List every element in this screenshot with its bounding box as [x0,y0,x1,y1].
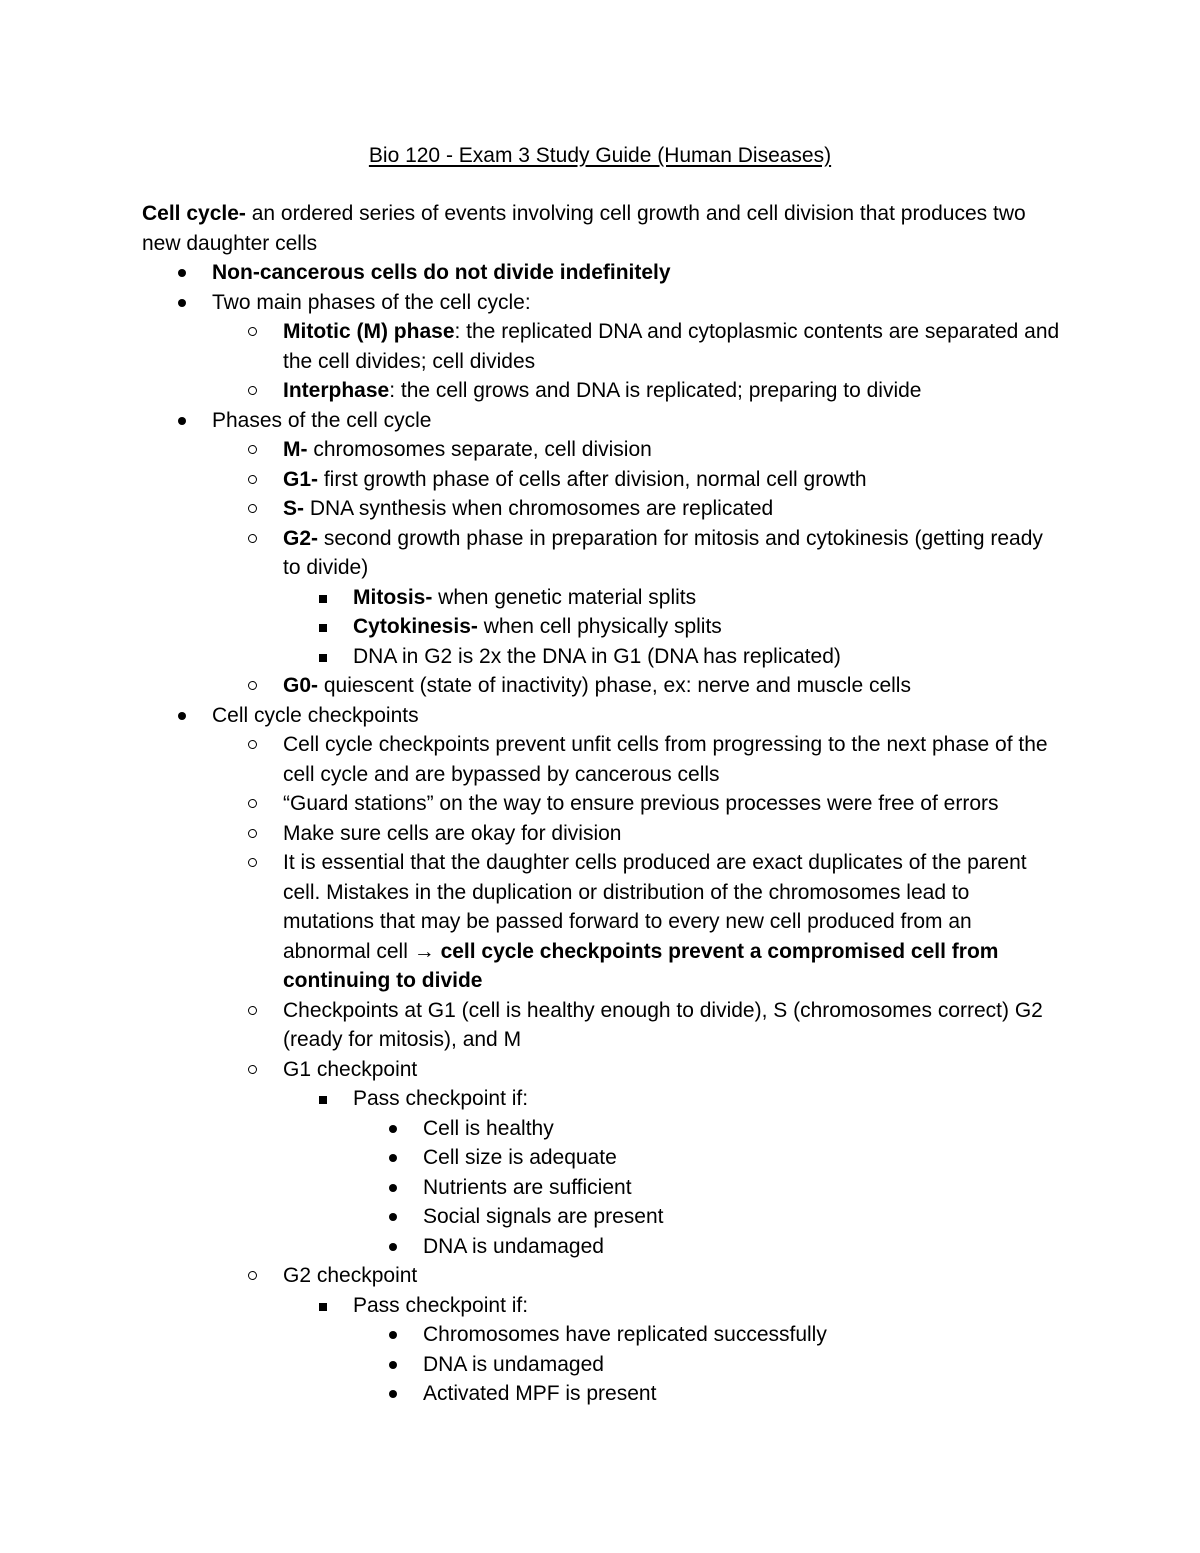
g2-checkpoint-text: G2 checkpoint [283,1264,418,1287]
interphase-term: Interphase [283,379,390,402]
list-item-checkpoints [142,701,1062,731]
g2-condition-text: DNA is undamaged [423,1352,604,1376]
g1-condition-text: Cell size is adequate [423,1146,617,1169]
list-item-phases [142,406,1062,436]
list-item-g1-pass [142,1084,1062,1114]
g2-condition-text: Chromosomes have replicated successfully [423,1323,827,1346]
g1-checkpoint-text: G1 checkpoint [283,1057,418,1081]
list-item-g2-condition [142,1350,1062,1380]
g2-condition-text: Activated MPF is present [423,1382,657,1405]
nested-two-phases [142,317,1062,406]
list-item-g1-condition [142,1143,1062,1173]
cp-guard-text: “Guard stations” on the way to ensure previous processes were free of errors [283,792,999,815]
list-item-g2-pass [142,1291,1062,1321]
list-item-g2-phase [142,524,1062,583]
list-item-g1-phase [142,465,1062,495]
nested-checkpoints [142,730,1062,1409]
list-item-interphase [142,376,1062,406]
list-item-cp-guard [142,789,1062,819]
list-item-g1-checkpoint [142,1055,1062,1085]
list-item-dna-g2 [142,642,1062,672]
intro-paragraph [142,199,1062,258]
nested-phases [142,435,1062,701]
nested-g2-checkpoint [142,1291,1062,1409]
list-item-g1-condition [142,1173,1062,1203]
nested-g2 [142,583,1062,672]
g0-text: quiescent (state of inactivity) phase, ex: nerve and muscle cells [318,674,911,697]
cytokinesis-term: Cytokinesis- [353,615,478,638]
list-item-g1-condition [142,1232,1062,1262]
s-term: S- [283,497,304,520]
m-term: M- [283,438,308,461]
g0-term: G0- [283,674,319,697]
g2-sublist [142,583,1062,672]
list-item-g2-condition [142,1379,1062,1409]
list-item-noncancerous [142,258,1062,288]
g2-text: second growth phase in preparation for mitosis and cytokinesis (getting ready to divide) [283,526,1043,579]
g1-condition-text: Nutrients are sufficient [423,1175,632,1199]
checkpoints-list [142,730,1062,1409]
list-item-cp-at [142,996,1062,1055]
list-item-g2-condition [142,1320,1062,1350]
list-item-m-phase [142,435,1062,465]
cp-essential-text: It is essential that the daughter cells produced are exact duplicates of the parent cell. Mistakes in the duplication or distribution of the chromosomes lead to mutations that may be passed forward to every new cell produced from an abnormal cell → [283,851,1027,963]
intro-term: Cell cycle- [142,202,246,225]
list-item-cytokinesis [142,612,1062,642]
intro-text: an ordered series of events involving cell growth and cell division that produces two new daughter cells [142,202,1026,255]
list-item-g1-condition [142,1202,1062,1232]
g1-condition-text: Cell is healthy [423,1116,554,1140]
nested-g1-checkpoint [142,1084,1062,1261]
cp-at-text: Checkpoints at G1 (cell is healthy enough to divide), S (chromosomes correct) G2 (ready for mitosis), and M [283,998,1043,1051]
mitosis-text: when genetic material splits [432,585,697,609]
g1-pass-text: Pass checkpoint if: [353,1087,529,1110]
list-item-cp-okay [142,819,1062,849]
g2-conditions-list [142,1320,1062,1409]
dna-g2-text: DNA in G2 is 2x the DNA in G1 (DNA has replicated) [353,644,841,668]
s-text: DNA synthesis when chromosomes are replicated [304,497,774,520]
cytokinesis-text: when cell physically splits [477,615,722,638]
list-item-g0-phase [142,671,1062,701]
nested-g2-pass [142,1320,1062,1409]
document-title: Bio 120 - Exam 3 Study Guide (Human Diseases) [368,144,832,167]
list-item-g1-condition [142,1114,1062,1144]
g1-condition-text: Social signals are present [423,1205,664,1228]
m-text: chromosomes separate, cell division [307,438,652,461]
list-item-mitotic [142,317,1062,376]
mitotic-term: Mitotic (M) phase [283,320,455,343]
cp-okay-text: Make sure cells are okay for division [283,821,622,845]
noncancerous-text: Non-cancerous cells do not divide indefinitely [212,261,671,284]
phases-list [142,435,1062,701]
g1-conditions-list [142,1114,1062,1262]
g1-condition-text: DNA is undamaged [423,1234,604,1258]
document-body [142,199,1062,1409]
interphase-text: : the cell grows and DNA is replicated; preparing to divide [389,379,922,402]
two-phases-text: Two main phases of the cell cycle: [212,290,531,314]
mitotic-text: : the replicated DNA and cytoplasmic contents are separated and the cell divides; cell divides [283,320,1060,373]
list-item-two-phases [142,288,1062,318]
g2-pass-text: Pass checkpoint if: [353,1293,529,1317]
checkpoints-text: Cell cycle checkpoints [212,703,419,727]
g1-term: G1- [283,467,319,491]
g2-checkpoint-list [142,1291,1062,1409]
mitosis-term: Mitosis- [353,585,433,609]
cp-prevent-text: Cell cycle checkpoints prevent unfit cells from progressing to the next phase of the cell cycle and are bypassed by cancerous cells [283,733,1048,786]
list-item-s-phase [142,494,1062,524]
nested-g1-pass [142,1114,1062,1262]
g1-text: first growth phase of cells after division, normal cell growth [318,467,867,491]
g1-checkpoint-list [142,1084,1062,1261]
main-list [142,258,1062,1409]
phases-text: Phases of the cell cycle [212,408,432,432]
cp-essential-bold: cell cycle checkpoints prevent a compromised cell from continuing to divide [283,939,999,992]
g2-term: G2- [283,526,319,550]
list-item-cp-essential [142,848,1062,996]
two-phases-list [142,317,1062,406]
list-item-cp-prevent [142,730,1062,789]
list-item-mitosis [142,583,1062,613]
list-item-g2-checkpoint [142,1261,1062,1291]
